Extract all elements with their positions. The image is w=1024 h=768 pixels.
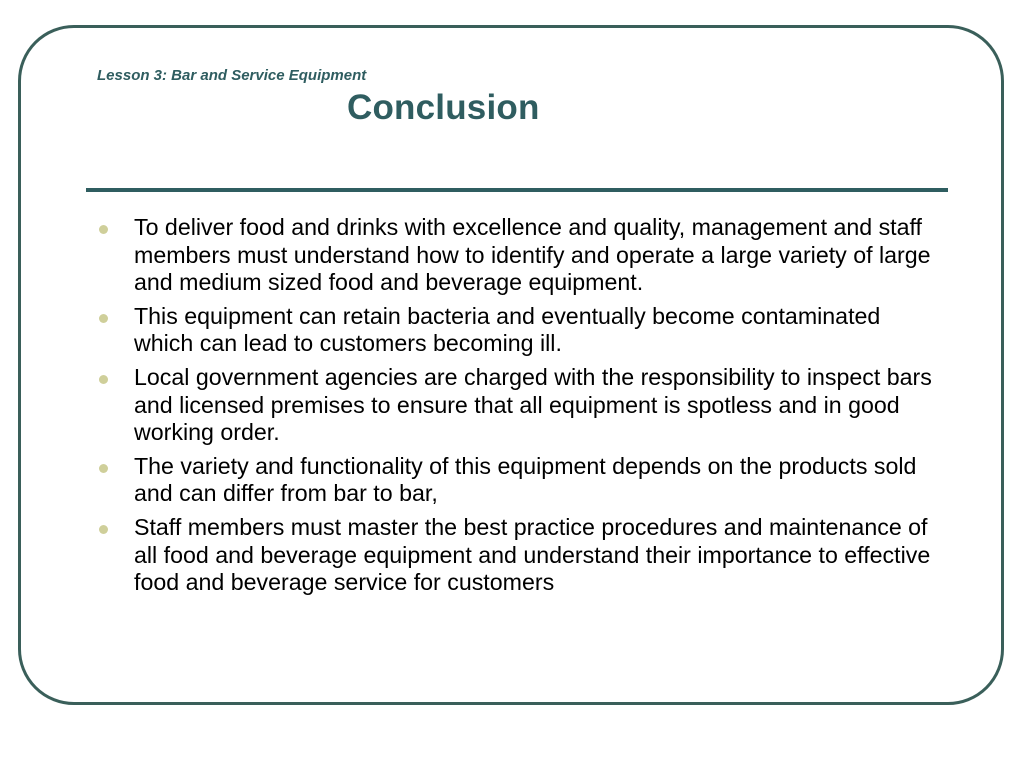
bullet-dot-icon (99, 464, 108, 473)
bullet-text: This equipment can retain bacteria and eventually become contaminated which can lead to customers becoming ill. (134, 302, 881, 357)
bullet-dot-icon (99, 314, 108, 323)
slide-title: Conclusion (347, 88, 540, 127)
bullet-dot-icon (99, 375, 108, 384)
bullet-text: The variety and functionality of this equipment depends on the products sold and can differ from bar to bar, (134, 452, 917, 507)
bullet-item (96, 214, 936, 297)
bullet-list (96, 214, 936, 603)
title-divider (86, 188, 948, 192)
bullet-item (96, 364, 936, 447)
bullet-dot-icon (99, 525, 108, 534)
bullet-item (96, 453, 936, 508)
bullet-text: To deliver food and drinks with excellence and quality, management and staff members must understand how to identify and operate a large variety of large and medium sized food and beverage equipment. (134, 214, 931, 296)
lesson-subtitle: Lesson 3: Bar and Service Equipment (97, 67, 367, 84)
bullet-dot-icon (99, 225, 108, 234)
bullet-item (96, 514, 936, 597)
bullet-text: Staff members must master the best practice procedures and maintenance of all food and beverage equipment and understand their importance to effective food and beverage service for customers (134, 513, 931, 596)
bullet-item (96, 303, 936, 358)
bullet-text: Local government agencies are charged with the responsibility to inspect bars and licensed premises to ensure that all equipment is spotless and in good working order. (134, 363, 932, 446)
